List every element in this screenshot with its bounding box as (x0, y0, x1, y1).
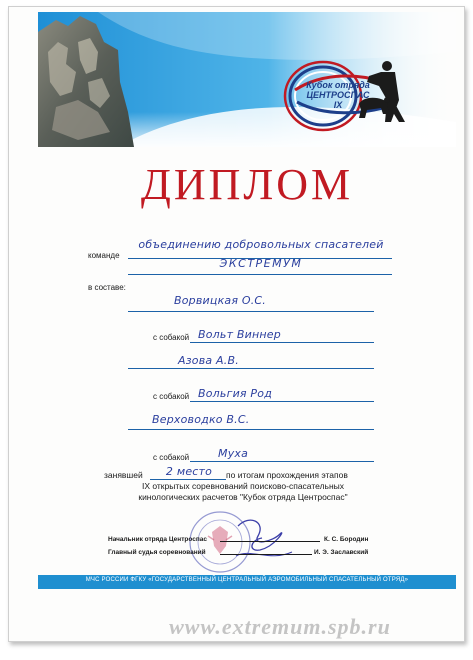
place-line (150, 479, 226, 480)
dog-3-line (190, 461, 374, 462)
dog-1-line (190, 342, 374, 343)
emblem-line-3: IX (333, 100, 343, 110)
competition-line-2: IX открытых соревнований поисково-спасательных (141, 481, 345, 491)
member-1-line (128, 311, 374, 312)
chief-signature-line (220, 541, 320, 542)
dog-2-label: с собакой (153, 392, 190, 401)
dog-2-line (190, 401, 374, 402)
team-label: команде (88, 251, 120, 260)
team-name-line-2: ЭКСТРЕМУМ (219, 257, 303, 270)
judge-name: И. Э. Заславский (314, 549, 369, 556)
member-3-name: Верховодко В.С. (152, 413, 250, 426)
member-2-line (128, 368, 374, 369)
emblem-line-1: Кубок отряда (306, 80, 370, 90)
dog-3-label: с собакой (153, 453, 190, 462)
chief-name: К. С. Бородин (324, 536, 369, 543)
place-value: 2 место (165, 465, 213, 478)
team-name-line-1: объединению добровольных спасателей (138, 238, 384, 251)
competition-line-3: кинологических расчетов "Кубок отряда Центроспас" (138, 492, 348, 502)
judge-title: Главный судья соревнований (108, 549, 206, 556)
member-3-line (128, 429, 374, 430)
diploma-title: ДИПЛОМ (140, 160, 354, 209)
took-suffix: по итогам прохождения этапов (226, 470, 348, 480)
footer-organization: МЧС РОССИИ ФГКУ «ГОСУДАРСТВЕННЫЙ ЦЕНТРАЛЬНЫЙ АЭРОМОБИЛЬНЫЙ СПАСАТЕЛЬНЫЙ ОТРЯД» (85, 577, 409, 583)
took-prefix: занявшей (104, 470, 143, 480)
emblem-line-2: ЦЕНТРОСПАС (306, 90, 370, 100)
watermark: www.extremum.spb.ru (169, 614, 391, 639)
chief-title: Начальник отряда Центроспас (108, 536, 208, 543)
composition-label: в составе: (88, 283, 126, 292)
dog-1-name: Вольт Виннер (198, 328, 281, 341)
member-1-name: Ворвицкая О.С. (174, 294, 267, 307)
judge-signature-line (220, 554, 312, 555)
dog-2-name: Вольгия Род (198, 387, 273, 400)
emblem-title (283, 80, 393, 110)
member-2-name: Азова А.В. (178, 354, 239, 367)
dog-3-name: Муха (218, 447, 249, 460)
team-line-2 (128, 274, 392, 275)
dog-1-label: с собакой (153, 333, 190, 342)
